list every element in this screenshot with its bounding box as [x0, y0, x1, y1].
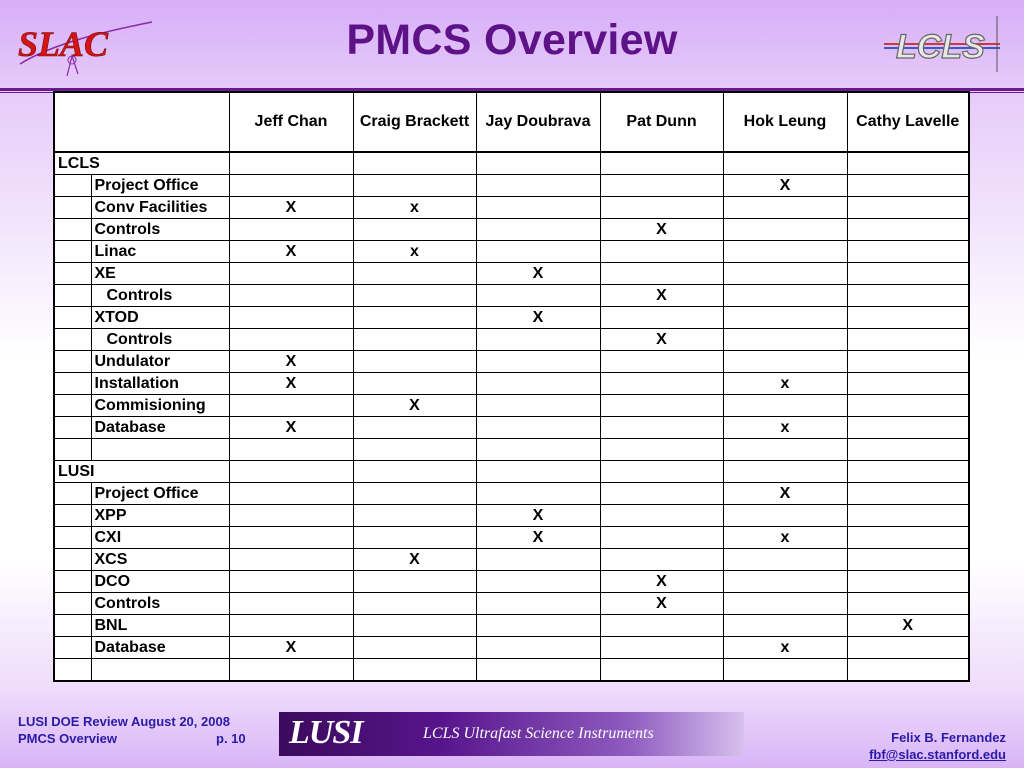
assignment-mark — [476, 659, 600, 682]
assignment-mark — [476, 197, 600, 219]
table-row — [54, 219, 969, 241]
assignment-table — [53, 91, 970, 682]
indent-cell — [54, 351, 91, 373]
assignment-mark — [353, 461, 476, 483]
assignment-mark — [723, 329, 847, 351]
assignment-mark — [847, 263, 969, 285]
assignment-mark: X — [723, 483, 847, 505]
indent-cell — [54, 417, 91, 439]
assignment-mark — [476, 285, 600, 307]
assignment-mark — [229, 307, 353, 329]
assignment-mark — [847, 152, 969, 175]
assignment-mark — [847, 417, 969, 439]
assignment-mark — [353, 439, 476, 461]
indent-cell — [54, 505, 91, 527]
column-header: Cathy Lavelle — [847, 92, 969, 152]
assignment-mark — [229, 615, 353, 637]
assignment-mark — [229, 152, 353, 175]
row-label: Controls — [91, 329, 229, 351]
table-row — [54, 175, 969, 197]
indent-cell — [54, 175, 91, 197]
assignment-mark — [723, 439, 847, 461]
indent-cell — [54, 549, 91, 571]
assignment-mark — [229, 395, 353, 417]
author-name: Felix B. Fernandez — [891, 730, 1006, 745]
table-row — [54, 329, 969, 351]
assignment-mark: x — [723, 373, 847, 395]
assignment-mark: x — [723, 527, 847, 549]
table-row — [54, 373, 969, 395]
assignment-mark — [847, 285, 969, 307]
assignment-mark — [847, 483, 969, 505]
row-label: Undulator — [91, 351, 229, 373]
table-row — [54, 527, 969, 549]
assignment-mark — [353, 307, 476, 329]
indent-cell — [54, 263, 91, 285]
table-row — [54, 439, 969, 461]
assignment-mark — [353, 615, 476, 637]
banner-tagline: LCLS Ultrafast Science Instruments — [423, 725, 654, 742]
assignment-mark: X — [476, 307, 600, 329]
column-header: Pat Dunn — [600, 92, 723, 152]
table-row — [54, 395, 969, 417]
assignment-mark: x — [723, 417, 847, 439]
indent-cell — [54, 197, 91, 219]
assignment-mark — [353, 373, 476, 395]
indent-cell — [54, 329, 91, 351]
assignment-mark — [847, 527, 969, 549]
assignment-mark — [600, 373, 723, 395]
assignment-mark — [723, 549, 847, 571]
indent-cell — [54, 219, 91, 241]
assignment-mark — [723, 307, 847, 329]
table-row — [54, 461, 969, 483]
assignment-mark — [723, 285, 847, 307]
row-label: BNL — [91, 615, 229, 637]
assignment-mark — [847, 593, 969, 615]
assignment-mark — [600, 505, 723, 527]
lusi-banner — [279, 712, 744, 756]
table-row — [54, 571, 969, 593]
indent-cell — [54, 285, 91, 307]
row-label: DCO — [91, 571, 229, 593]
assignment-mark — [476, 351, 600, 373]
assignment-mark — [600, 439, 723, 461]
assignment-mark — [229, 505, 353, 527]
table-row — [54, 307, 969, 329]
page-number: p. 10 — [216, 731, 246, 746]
assignment-mark — [847, 659, 969, 682]
assignment-mark — [476, 637, 600, 659]
indent-cell — [54, 307, 91, 329]
assignment-mark — [847, 637, 969, 659]
assignment-mark — [353, 263, 476, 285]
assignment-mark — [723, 593, 847, 615]
assignment-mark — [476, 219, 600, 241]
assignment-mark — [229, 263, 353, 285]
assignment-mark — [353, 152, 476, 175]
column-header: Jeff Chan — [229, 92, 353, 152]
footer-right — [869, 729, 1006, 763]
column-header: Hok Leung — [723, 92, 847, 152]
assignment-mark — [723, 241, 847, 263]
footer-review-date: LUSI DOE Review August 20, 2008 — [18, 714, 230, 729]
assignment-mark: x — [353, 197, 476, 219]
assignment-mark — [600, 549, 723, 571]
svg-text:SLAC: SLAC — [18, 24, 109, 64]
footer-left — [18, 713, 246, 747]
assignment-mark — [476, 483, 600, 505]
assignment-mark — [476, 175, 600, 197]
row-label: Conv Facilities — [91, 197, 229, 219]
assignment-mark — [476, 373, 600, 395]
table-row — [54, 263, 969, 285]
assignment-mark — [600, 417, 723, 439]
assignment-mark — [476, 241, 600, 263]
row-label: XCS — [91, 549, 229, 571]
assignment-mark — [847, 351, 969, 373]
page-title: PMCS Overview — [346, 16, 678, 64]
indent-cell — [54, 571, 91, 593]
row-label — [91, 439, 229, 461]
assignment-mark — [847, 219, 969, 241]
assignment-mark — [723, 395, 847, 417]
indent-cell — [54, 615, 91, 637]
assignment-mark — [723, 571, 847, 593]
indent-cell — [54, 439, 91, 461]
assignment-mark: X — [476, 527, 600, 549]
assignment-mark — [353, 505, 476, 527]
lcls-logo — [882, 14, 1002, 76]
assignment-mark — [723, 659, 847, 682]
assignment-mark: X — [229, 241, 353, 263]
assignment-mark — [847, 241, 969, 263]
assignment-mark: X — [600, 285, 723, 307]
table-row — [54, 549, 969, 571]
assignment-mark — [723, 351, 847, 373]
assignment-mark — [353, 593, 476, 615]
row-label: XE — [91, 263, 229, 285]
assignment-mark: X — [353, 395, 476, 417]
row-label: Commisioning — [91, 395, 229, 417]
assignment-mark — [476, 395, 600, 417]
assignment-mark — [476, 549, 600, 571]
assignment-mark — [723, 263, 847, 285]
assignment-mark — [476, 593, 600, 615]
table-header-row — [54, 92, 969, 152]
assignment-mark: X — [600, 329, 723, 351]
assignment-mark: X — [229, 197, 353, 219]
svg-text:LCLS: LCLS — [896, 28, 985, 66]
assignment-mark — [229, 219, 353, 241]
assignment-mark — [353, 483, 476, 505]
assignment-mark — [600, 637, 723, 659]
row-label: Installation — [91, 373, 229, 395]
assignment-mark: X — [600, 593, 723, 615]
row-label: Controls — [91, 593, 229, 615]
indent-cell — [54, 593, 91, 615]
assignment-mark — [600, 197, 723, 219]
indent-cell — [54, 241, 91, 263]
assignment-mark: X — [229, 417, 353, 439]
category-label: LUSI — [54, 461, 229, 483]
assignment-mark — [723, 461, 847, 483]
row-label: Project Office — [91, 175, 229, 197]
assignment-mark — [229, 659, 353, 682]
assignment-mark: X — [229, 351, 353, 373]
row-label: Database — [91, 417, 229, 439]
assignment-mark — [600, 395, 723, 417]
assignment-mark — [600, 659, 723, 682]
assignment-mark — [353, 329, 476, 351]
assignment-mark — [600, 527, 723, 549]
lusi-logo: LUSI — [289, 714, 363, 751]
assignment-mark — [353, 527, 476, 549]
indent-cell — [54, 373, 91, 395]
assignment-mark — [723, 152, 847, 175]
category-label: LCLS — [54, 152, 229, 175]
row-label: Controls — [91, 285, 229, 307]
assignment-mark: X — [476, 263, 600, 285]
assignment-mark — [847, 395, 969, 417]
assignment-mark — [847, 549, 969, 571]
assignment-mark — [229, 527, 353, 549]
assignment-mark — [600, 483, 723, 505]
assignment-mark — [847, 373, 969, 395]
indent-cell — [54, 659, 91, 682]
table-row — [54, 483, 969, 505]
table-row — [54, 659, 969, 682]
assignment-mark — [847, 175, 969, 197]
assignment-mark — [476, 439, 600, 461]
assignment-mark — [600, 241, 723, 263]
assignment-mark — [600, 461, 723, 483]
assignment-mark — [229, 571, 353, 593]
assignment-mark: x — [353, 241, 476, 263]
assignment-mark — [229, 593, 353, 615]
indent-cell — [54, 527, 91, 549]
footer-section: PMCS Overview — [18, 731, 117, 746]
header-corner-cell — [54, 92, 229, 152]
row-label: CXI — [91, 527, 229, 549]
table-row — [54, 615, 969, 637]
table-row — [54, 197, 969, 219]
assignment-mark — [723, 219, 847, 241]
row-label: XPP — [91, 505, 229, 527]
indent-cell — [54, 395, 91, 417]
assignment-mark — [847, 329, 969, 351]
assignment-mark — [723, 197, 847, 219]
table-row — [54, 505, 969, 527]
assignment-mark: X — [229, 373, 353, 395]
assignment-mark — [476, 615, 600, 637]
indent-cell — [54, 483, 91, 505]
table-row — [54, 285, 969, 307]
column-header: Jay Doubrava — [476, 92, 600, 152]
table-row — [54, 351, 969, 373]
assignment-mark — [847, 439, 969, 461]
assignment-mark: X — [600, 571, 723, 593]
row-label: Database — [91, 637, 229, 659]
assignment-mark — [476, 461, 600, 483]
assignment-mark — [229, 549, 353, 571]
assignment-mark: X — [600, 219, 723, 241]
table-row — [54, 152, 969, 175]
assignment-mark — [476, 329, 600, 351]
assignment-mark: X — [353, 549, 476, 571]
table-row — [54, 593, 969, 615]
row-label: Controls — [91, 219, 229, 241]
assignment-mark — [847, 197, 969, 219]
assignment-mark — [600, 175, 723, 197]
assignment-mark: X — [847, 615, 969, 637]
assignment-mark — [600, 152, 723, 175]
assignment-mark — [723, 505, 847, 527]
author-email-link[interactable]: fbf@slac.stanford.edu — [869, 747, 1006, 762]
assignment-mark — [229, 175, 353, 197]
assignment-mark — [476, 152, 600, 175]
assignment-mark — [847, 461, 969, 483]
assignment-mark — [847, 307, 969, 329]
assignment-mark — [353, 219, 476, 241]
assignment-mark: x — [723, 637, 847, 659]
table-row — [54, 241, 969, 263]
assignment-mark — [353, 175, 476, 197]
indent-cell — [54, 637, 91, 659]
assignment-mark — [353, 417, 476, 439]
assignment-mark — [476, 571, 600, 593]
assignment-mark: X — [723, 175, 847, 197]
table-row — [54, 417, 969, 439]
column-header: Craig Brackett — [353, 92, 476, 152]
assignment-mark — [847, 571, 969, 593]
assignment-mark — [353, 659, 476, 682]
assignment-mark — [600, 351, 723, 373]
assignment-mark — [353, 637, 476, 659]
assignment-mark: X — [476, 505, 600, 527]
assignment-mark — [600, 615, 723, 637]
assignment-mark — [229, 285, 353, 307]
assignment-mark — [847, 505, 969, 527]
row-label: Project Office — [91, 483, 229, 505]
assignment-mark — [600, 263, 723, 285]
assignment-mark — [476, 417, 600, 439]
assignment-mark — [353, 351, 476, 373]
assignment-mark — [600, 307, 723, 329]
assignment-mark — [353, 571, 476, 593]
row-label: Linac — [91, 241, 229, 263]
assignment-mark — [229, 329, 353, 351]
assignment-mark — [229, 439, 353, 461]
assignment-mark — [229, 461, 353, 483]
assignment-mark — [229, 483, 353, 505]
table-row — [54, 637, 969, 659]
row-label — [91, 659, 229, 682]
assignment-mark: X — [229, 637, 353, 659]
assignment-mark — [723, 615, 847, 637]
assignment-mark — [353, 285, 476, 307]
row-label: XTOD — [91, 307, 229, 329]
